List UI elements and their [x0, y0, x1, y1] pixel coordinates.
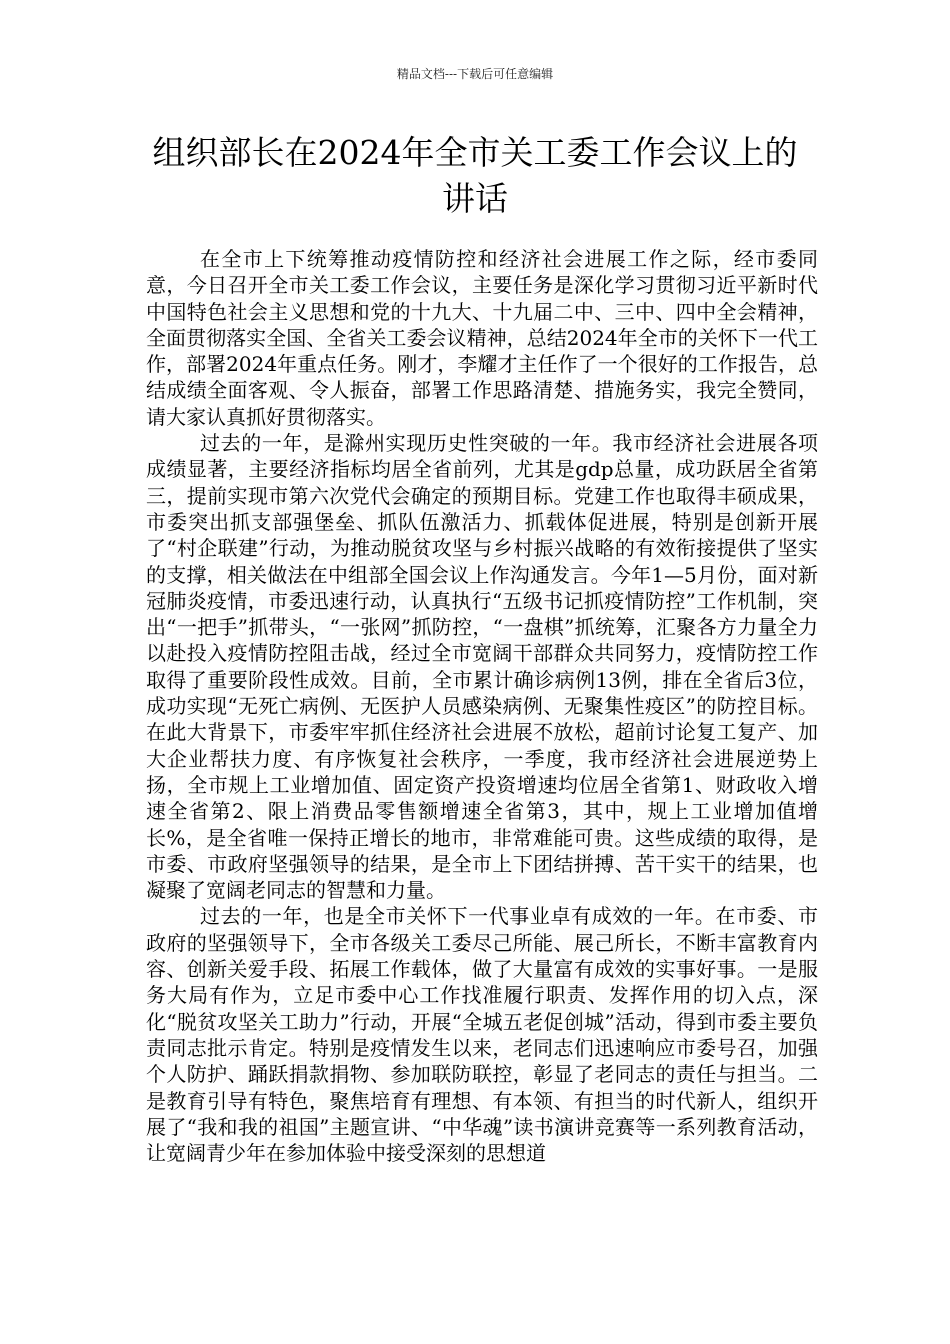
header-note: 精品文档---下载后可任意编辑	[396, 67, 554, 81]
paragraph-2: 过去的一年，是滁州实现历史性突破的一年。我市经济社会进展各项成绩显著，主要经济指标均居全省前列，尤其是gdp总量，成功跃居全省第三，提前实现市第六次党代会确定的预期目标。党建工作也取得丰硕成果，市委突出抓支部强堡垒、抓队伍激活力、抓载体促进展，特别是创新开展了“村企联建”行动，为推动脱贫攻坚与乡村振兴战略的有效衔接提供了坚实的支撑，相关做法在中组部全国会议上作沟通发言。今年1—5月份，面对新冠肺炎疫情，市委迅速行动，认真执行“五级书记抓疫情防控”工作机制，突出“一把手”抓带头，“一张网”抓防控，“一盘棋”抓统筹，汇聚各方力量全力以赴投入疫情防控阻击战，经过全市宽阔干部群众共同努力，疫情防控工作取得了重要阶段性成效。目前，全市累计确诊病例13例，排在全省后3位，成功实现“无死亡病例、无医护人员感染病例、无聚集性疫区”的防控目标。在此大背景下，市委牢牢抓住经济社会进展不放松，超前讨论复工复产、加大企业帮扶力度、有序恢复社会秩序，一季度，我市经济社会进展逆势上扬，全市规上工业增加值、固定资产投资增速均位居全省第1、财政收入增速全省第2、限上消费品零售额增速全省第3，其中，规上工业增加值增长%，是全省唯一保持正增长的地市，非常难能可贵。这些成绩的取得，是市委、市政府坚强领导的结果，是全市上下团结拼搏、苦干实干的结果，也凝聚了宽阔老同志的智慧和力量。	[146, 431, 818, 903]
paragraph-3: 过去的一年，也是全市关怀下一代事业卓有成效的一年。在市委、市政府的坚强领导下，全市各级关工委尽己所能、展己所长，不断丰富教育内容、创新关爱手段、拓展工作载体，做了大量富有成效的实事好事。一是服务大局有作为，立足市委中心工作找准履行职责、发挥作用的切入点，深化“脱贫攻坚关工助力”行动，开展“全城五老促创城”活动，得到市委主要负责同志批示肯定。特别是疫情发生以来，老同志们迅速响应市委号召，加强个人防护、踊跃捐款捐物、参加联防联控，彰显了老同志的责任与担当。二是教育引导有特色，聚焦培育有理想、有本领、有担当的时代新人，组织开展了“我和我的祖国”主题宣讲、“中华魂”读书演讲竞赛等一系列教育活动，让宽阔青少年在参加体验中接受深刻的思想道	[146, 904, 818, 1166]
paragraph-1: 在全市上下统筹推动疫情防控和经济社会进展工作之际，经市委同意，今日召开全市关工委工作会议，主要任务是深化学习贯彻习近平新时代中国特色社会主义思想和党的十九大、十九届二中、三中、四中全会精神，全面贯彻落实全国、全省关工委会议精神，总结2024年全市的关怀下一代工作，部署2024年重点任务。刚才，李耀才主任作了一个很好的工作报告，总结成绩全面客观、令人振奋，部署工作思路清楚、措施务实，我完全赞同，请大家认真抓好贯彻落实。	[146, 247, 818, 429]
document-title: 组织部长在2024年全市关工委工作会议上的讲话	[152, 133, 798, 218]
document-body	[146, 246, 818, 1236]
